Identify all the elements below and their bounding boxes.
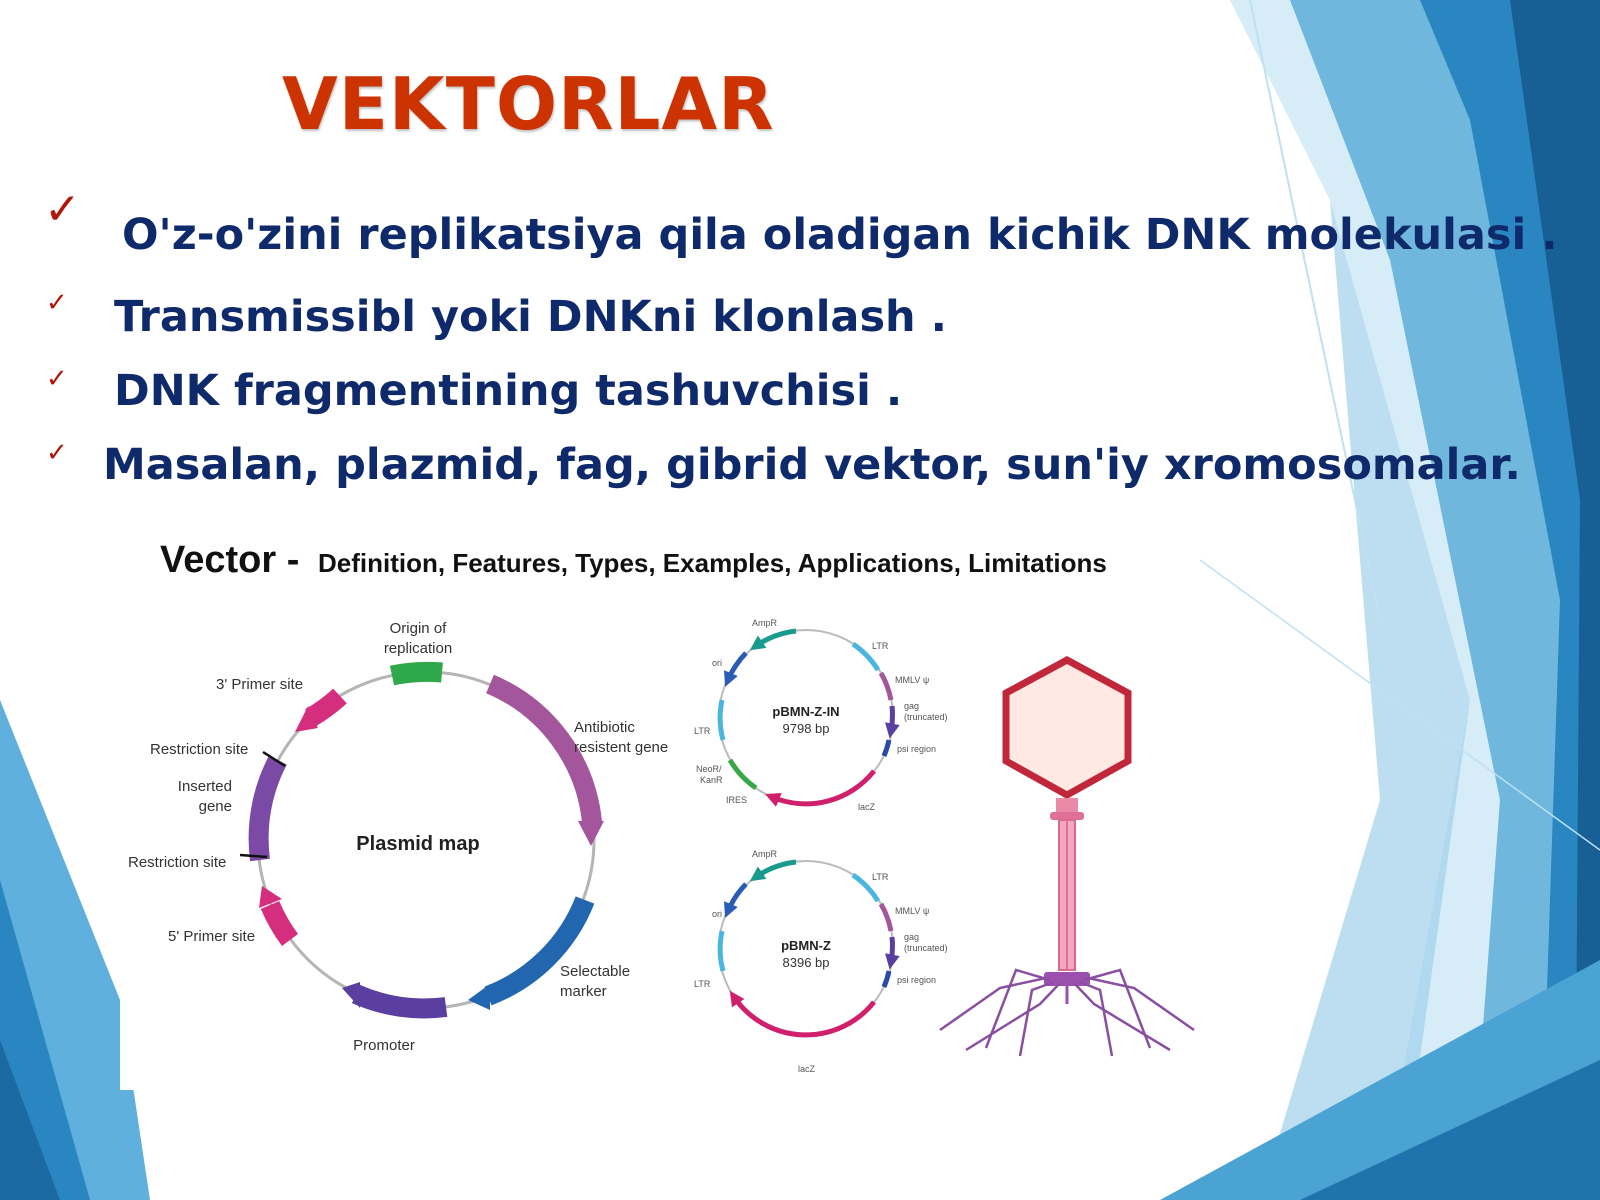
vector1-label: MMLV ψ: [895, 675, 930, 685]
promoter-label: Promoter: [353, 1037, 415, 1054]
restriction-label-b: Restriction site: [128, 854, 227, 871]
vector2-label: AmpR: [752, 849, 778, 859]
inserted-label-2: gene: [198, 798, 232, 815]
vector2-label: ori: [712, 909, 723, 919]
vector-map-pbmn-z-in: [694, 618, 948, 812]
selectable-marker-segment: [488, 900, 585, 996]
check-icon: ✓: [44, 184, 81, 235]
vector2-name: pBMN-Z: [781, 938, 831, 953]
vector2-label: LTR: [694, 979, 711, 989]
origin-label: Origin of: [389, 620, 447, 637]
bullet-text-1: O'z-o'zini replikatsiya qila oladigan kichik DNK molekulasi .: [122, 210, 1558, 260]
vector2-label: gag: [904, 932, 920, 942]
origin-label-2: replication: [383, 640, 453, 657]
vector1-label: LTR: [694, 726, 711, 736]
vector-map-pbmn-z: [694, 849, 948, 1074]
plasmid-map: [128, 620, 668, 1054]
selectable-label: Selectable: [560, 963, 631, 980]
primer3-segment: [310, 696, 340, 718]
inserted-gene-segment: [259, 760, 278, 860]
vector2-label: psi region: [897, 975, 937, 985]
vector1-label: KanR: [700, 775, 723, 785]
vector1-size: 9798 bp: [782, 721, 830, 736]
vector2-label: (truncated): [904, 943, 948, 953]
figure-heading-sub: Definition, Features, Types, Examples, Applications, Limitations: [318, 548, 1107, 578]
bacteriophage-illustration: [940, 660, 1194, 1056]
plasmid-center-label: Plasmid map: [356, 833, 480, 855]
selectable-label-2: marker: [560, 983, 607, 1000]
vector1-label: IRES: [726, 795, 748, 805]
antibiotic-label: Antibiotic: [574, 719, 635, 736]
vector2-label: LTR: [872, 872, 889, 882]
vector1-name: pBMN-Z-IN: [772, 704, 840, 719]
bullet-text-4: Masalan, plazmid, fag, gibrid vektor, sun'iy xromosomalar.: [103, 440, 1521, 490]
primer5-segment: [270, 905, 290, 940]
vector1-label: ori: [712, 658, 723, 668]
figure-heading-main: Vector -: [160, 539, 300, 581]
check-icon: ✓: [46, 364, 68, 394]
vector1-label: AmpR: [752, 618, 778, 628]
vector1-label: NeoR/: [696, 764, 722, 774]
vector1-label: gag: [904, 701, 920, 711]
primer3-label: 3' Primer site: [216, 676, 304, 693]
vector1-label: LTR: [872, 641, 889, 651]
vector-figure: [120, 520, 1200, 1090]
origin-segment: [392, 672, 442, 676]
check-icon: ✓: [46, 288, 68, 318]
vector1-label: (truncated): [904, 712, 948, 722]
restriction-label-a: Restriction site: [150, 741, 249, 758]
vector2-label: MMLV ψ: [895, 906, 930, 916]
bullet-text-2: Transmissibl yoki DNKni klonlash .: [114, 292, 947, 342]
vector1-label: psi region: [897, 744, 937, 754]
promoter-segment: [356, 994, 446, 1008]
vector2-label: lacZ: [798, 1064, 816, 1074]
vector1-label: lacZ: [858, 802, 876, 812]
vector2-size: 8396 bp: [782, 955, 830, 970]
antibiotic-label-2: resistent gene: [574, 739, 669, 756]
check-icon: ✓: [46, 438, 68, 468]
slide-title: VEKTORLAR: [282, 62, 775, 146]
bullet-text-3: DNK fragmentining tashuvchisi .: [114, 366, 903, 416]
inserted-label: Inserted: [177, 778, 232, 795]
primer5-label: 5' Primer site: [168, 928, 256, 945]
